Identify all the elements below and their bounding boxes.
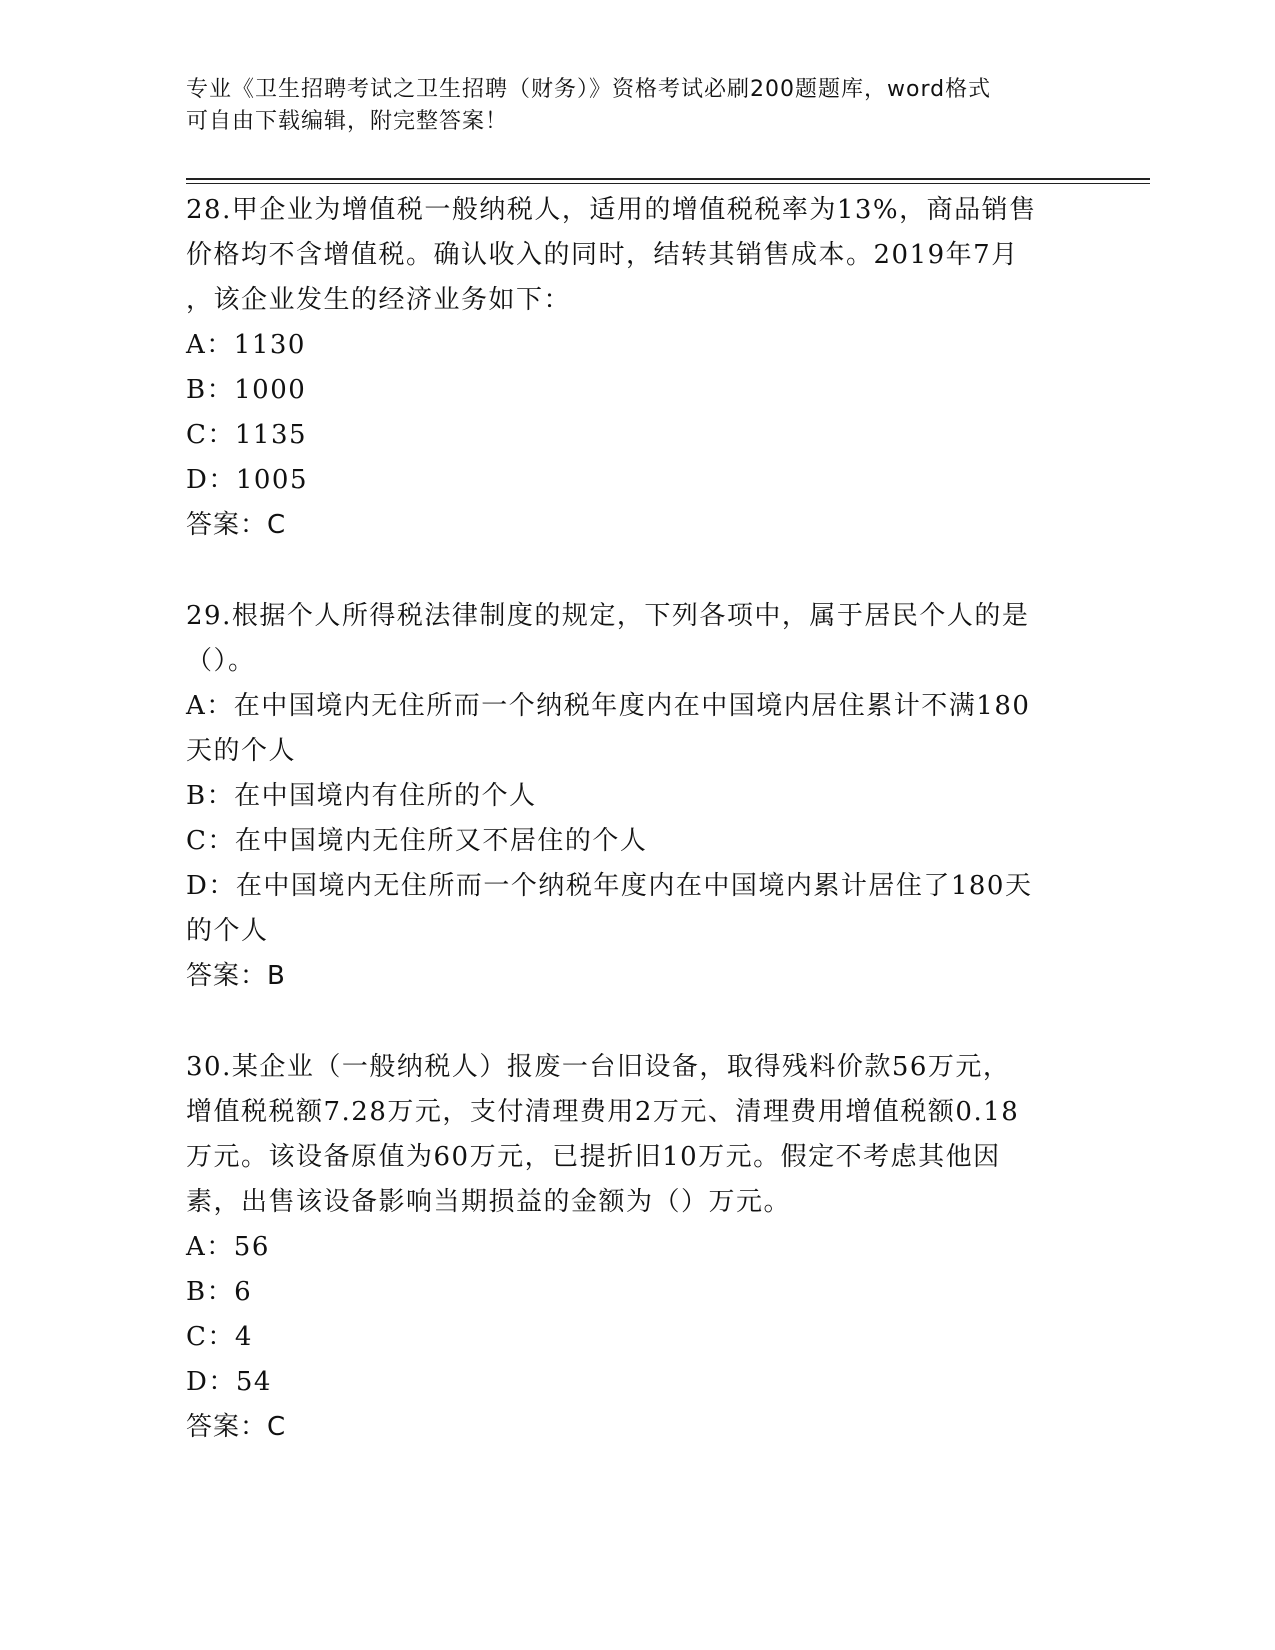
option-d (186, 458, 1086, 503)
option-line: D：54 (186, 1367, 272, 1397)
stem-line: 29.根据个人所得税法律制度的规定，下列各项中，属于居民个人的是 (186, 601, 1030, 631)
option-d (186, 1360, 1086, 1405)
option-line: B：6 (186, 1277, 253, 1307)
option-b (186, 1270, 1086, 1315)
answer-line: 答案：C (186, 510, 287, 540)
option-d (186, 864, 1086, 954)
stem-line: 素，出售该设备影响当期损益的金额为（）万元。 (186, 1187, 792, 1217)
header-line-2: 可自由下载编辑，附完整答案！ (186, 109, 509, 134)
question-29 (186, 594, 1086, 999)
stem-line: 增值税税额7.28万元，支付清理费用2万元、清理费用增值税额0.18 (186, 1097, 1020, 1127)
option-c (186, 413, 1086, 458)
header-divider-thick (186, 178, 1150, 180)
option-c (186, 1315, 1086, 1360)
option-line: C：4 (186, 1322, 253, 1352)
option-line: D：在中国境内无住所而一个纳税年度内在中国境内累计居住了180天 (186, 871, 1033, 901)
stem-line: ，该企业发生的经济业务如下： (186, 285, 572, 315)
stem-line: 价格均不含增值税。确认收入的同时，结转其销售成本。2019年7月 (186, 240, 1019, 270)
question-list (186, 188, 1086, 1450)
question-stem (186, 1045, 1086, 1225)
question-stem (186, 188, 1086, 323)
option-line: D：1005 (186, 465, 309, 495)
header-line-1: 专业《卫生招聘考试之卫生招聘（财务）》资格考试必刷200题题库，word格式 (186, 77, 992, 102)
option-a (186, 684, 1086, 774)
document-header (186, 74, 1086, 138)
stem-line: （）。 (186, 646, 256, 676)
question-stem (186, 594, 1086, 684)
stem-line: 28.甲企业为增值税一般纳税人，适用的增值税税率为13%，商品销售 (186, 195, 1037, 225)
option-line: B：在中国境内有住所的个人 (186, 781, 537, 811)
option-a (186, 323, 1086, 368)
answer-line: 答案：C (186, 1412, 287, 1442)
question-spacer (186, 548, 1086, 594)
option-line: B：1000 (186, 375, 307, 405)
option-line: A：1130 (186, 330, 306, 360)
answer-line: 答案：B (186, 961, 286, 991)
question-spacer (186, 999, 1086, 1045)
option-c (186, 819, 1086, 864)
option-line: 的个人 (186, 916, 269, 946)
option-line: C：1135 (186, 420, 308, 450)
question-28 (186, 188, 1086, 548)
header-divider-thin (186, 183, 1150, 184)
stem-line: 万元。该设备原值为60万元，已提折旧10万元。假定不考虑其他因 (186, 1142, 1001, 1172)
option-b (186, 774, 1086, 819)
stem-line: 30.某企业（一般纳税人）报废一台旧设备，取得残料价款56万元， (186, 1052, 1011, 1082)
question-30 (186, 1045, 1086, 1450)
option-line: A：56 (186, 1232, 270, 1262)
option-b (186, 368, 1086, 413)
option-line: A：在中国境内无住所而一个纳税年度内在中国境内居住累计不满180 (186, 691, 1031, 721)
option-line: 天的个人 (186, 736, 297, 766)
option-line: C：在中国境内无住所又不居住的个人 (186, 826, 648, 856)
option-a (186, 1225, 1086, 1270)
